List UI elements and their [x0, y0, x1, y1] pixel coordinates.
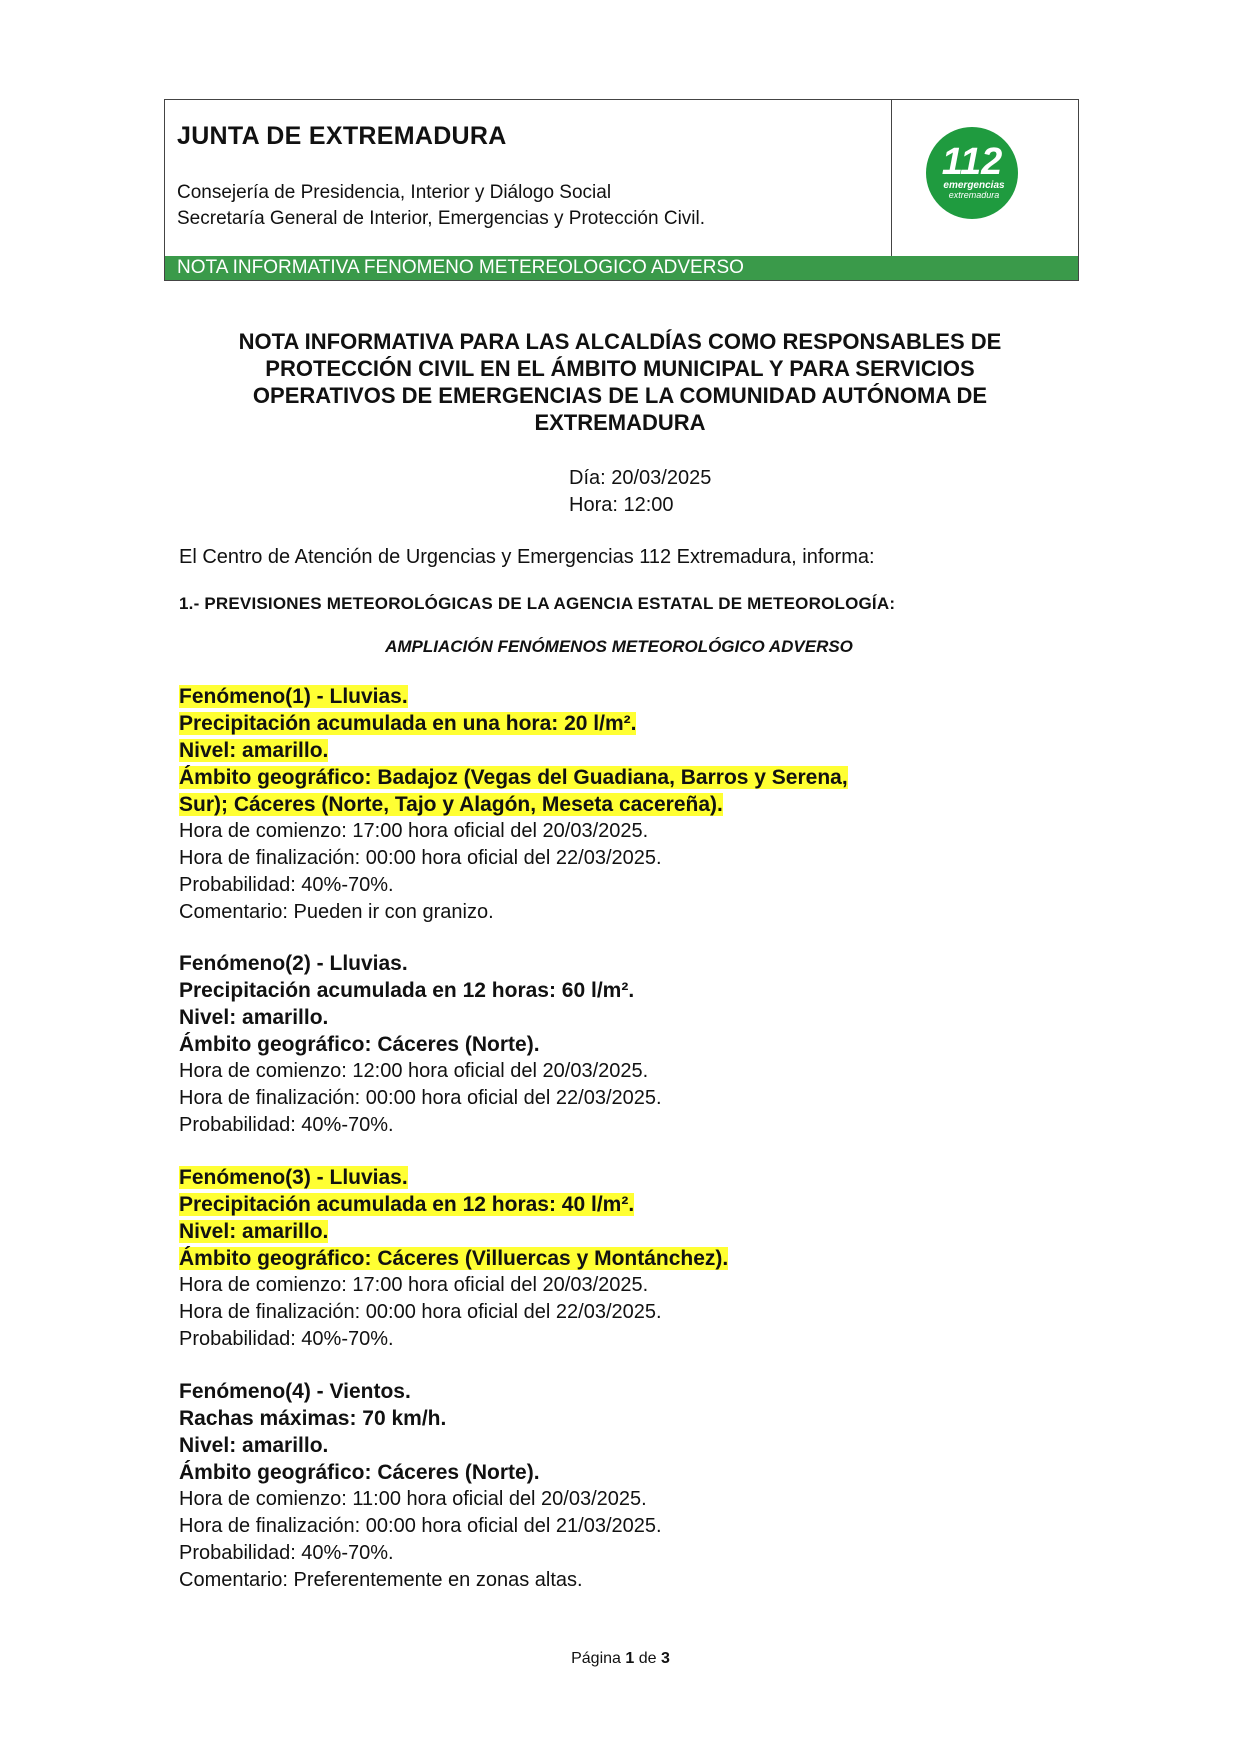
phenomenon-heading: Fenómeno(2) - Lluvias. [179, 952, 408, 975]
phenomenon-area: Ámbito geográfico: Cáceres (Norte). [179, 1461, 540, 1484]
department-line-2: Secretaría General de Interior, Emergencias y Protección Civil. [177, 208, 706, 229]
header-text-cell [165, 100, 892, 256]
total-pages: 3 [660, 1650, 670, 1667]
phenomenon-end: Hora de finalización: 00:00 hora oficial del 22/03/2025. [179, 1301, 662, 1323]
svg-text:extremadura: extremadura [948, 190, 1000, 200]
phenomenon-heading: Fenómeno(1) - Lluvias. [179, 685, 408, 708]
page-footer [0, 1650, 1241, 1668]
issue-time: Hora: 12:00 [569, 494, 674, 516]
intro-paragraph: El Centro de Atención de Urgencias y Emergencias 112 Extremadura, informa: [179, 546, 875, 568]
phenomenon-end: Hora de finalización: 00:00 hora oficial del 21/03/2025. [179, 1515, 662, 1537]
svg-text:112: 112 [941, 141, 1003, 183]
issue-date: Día: 20/03/2025 [569, 467, 712, 489]
phenomenon-detail: Rachas máximas: 70 km/h. [179, 1407, 447, 1430]
section-title: 1.- PREVISIONES METEOROLÓGICAS DE LA AGENCIA ESTATAL DE METEOROLOGÍA: [179, 594, 896, 613]
title-line: OPERATIVOS DE EMERGENCIAS DE LA COMUNIDAD AUTÓNOMA DE [252, 383, 988, 408]
phenomenon-probability: Probabilidad: 40%-70%. [179, 1114, 394, 1136]
date-block [569, 465, 711, 519]
phenomenon-end: Hora de finalización: 00:00 hora oficial del 22/03/2025. [179, 847, 662, 869]
phenomenon-area: Ámbito geográfico: Cáceres (Villuercas y Montánchez). [179, 1247, 729, 1270]
title-line: PROTECCIÓN CIVIL EN EL ÁMBITO MUNICIPAL Y PARA SERVICIOS [265, 356, 975, 381]
phenomenon-probability: Probabilidad: 40%-70%. [179, 874, 394, 896]
phenomenon-block-1 [179, 683, 1079, 926]
title-line: NOTA INFORMATIVA PARA LAS ALCALDÍAS COMO RESPONSABLES DE [238, 329, 1002, 354]
phenomenon-probability: Probabilidad: 40%-70%. [179, 1328, 394, 1350]
phenomenon-level: Nivel: amarillo. [179, 1006, 329, 1029]
phenomenon-start: Hora de comienzo: 11:00 hora oficial del 20/03/2025. [179, 1488, 647, 1510]
phenomenon-comment: Comentario: Preferentemente en zonas altas. [179, 1569, 583, 1591]
phenomenon-detail: Precipitación acumulada en 12 horas: 60 l/m². [179, 979, 635, 1002]
phenomenon-start: Hora de comienzo: 17:00 hora oficial del 20/03/2025. [179, 1274, 649, 1296]
page-number: 1 [625, 1650, 635, 1667]
phenomenon-area: Ámbito geográfico: Badajoz (Vegas del Guadiana, Barros y Serena, [179, 766, 848, 789]
subsection-title: AMPLIACIÓN FENÓMENOS METEOROLÓGICO ADVERSO [385, 637, 853, 656]
organization-name: JUNTA DE EXTREMADURA [177, 122, 507, 150]
of-label: de [638, 1650, 657, 1667]
phenomenon-block-3 [179, 1164, 1079, 1353]
page-label: Página [571, 1650, 621, 1667]
phenomenon-heading: Fenómeno(4) - Vientos. [179, 1380, 411, 1403]
phenomenon-probability: Probabilidad: 40%-70%. [179, 1542, 394, 1564]
phenomenon-start: Hora de comienzo: 12:00 hora oficial del 20/03/2025. [179, 1060, 649, 1082]
phenomenon-start: Hora de comienzo: 17:00 hora oficial del 20/03/2025. [179, 820, 649, 842]
phenomenon-area: Ámbito geográfico: Cáceres (Norte). [179, 1033, 540, 1056]
phenomenon-detail: Precipitación acumulada en 12 horas: 40 l/m². [179, 1193, 635, 1216]
department-line-1: Consejería de Presidencia, Interior y Diálogo Social [177, 182, 612, 203]
document-title [190, 328, 1050, 436]
phenomenon-block-2 [179, 950, 1079, 1139]
title-line: EXTREMADURA [534, 410, 706, 435]
phenomenon-level: Nivel: amarillo. [179, 1434, 329, 1457]
phenomenon-heading: Fenómeno(3) - Lluvias. [179, 1166, 408, 1189]
svg-text:emergencias: emergencias [943, 180, 1005, 191]
phenomenon-detail: Precipitación acumulada en una hora: 20 l/m². [179, 712, 637, 735]
phenomenon-comment: Comentario: Pueden ir con granizo. [179, 901, 494, 923]
document-header [164, 99, 1079, 281]
phenomenon-block-4 [179, 1378, 1079, 1594]
emergencias-112-logo [925, 126, 1019, 220]
phenomenon-end: Hora de finalización: 00:00 hora oficial del 22/03/2025. [179, 1087, 662, 1109]
phenomenon-level: Nivel: amarillo. [179, 739, 329, 762]
header-band: NOTA INFORMATIVA FENOMENO METEREOLOGICO ADVERSO [165, 256, 1078, 280]
phenomenon-area: Sur); Cáceres (Norte, Tajo y Alagón, Meseta cacereña). [179, 793, 723, 816]
phenomenon-level: Nivel: amarillo. [179, 1220, 329, 1243]
